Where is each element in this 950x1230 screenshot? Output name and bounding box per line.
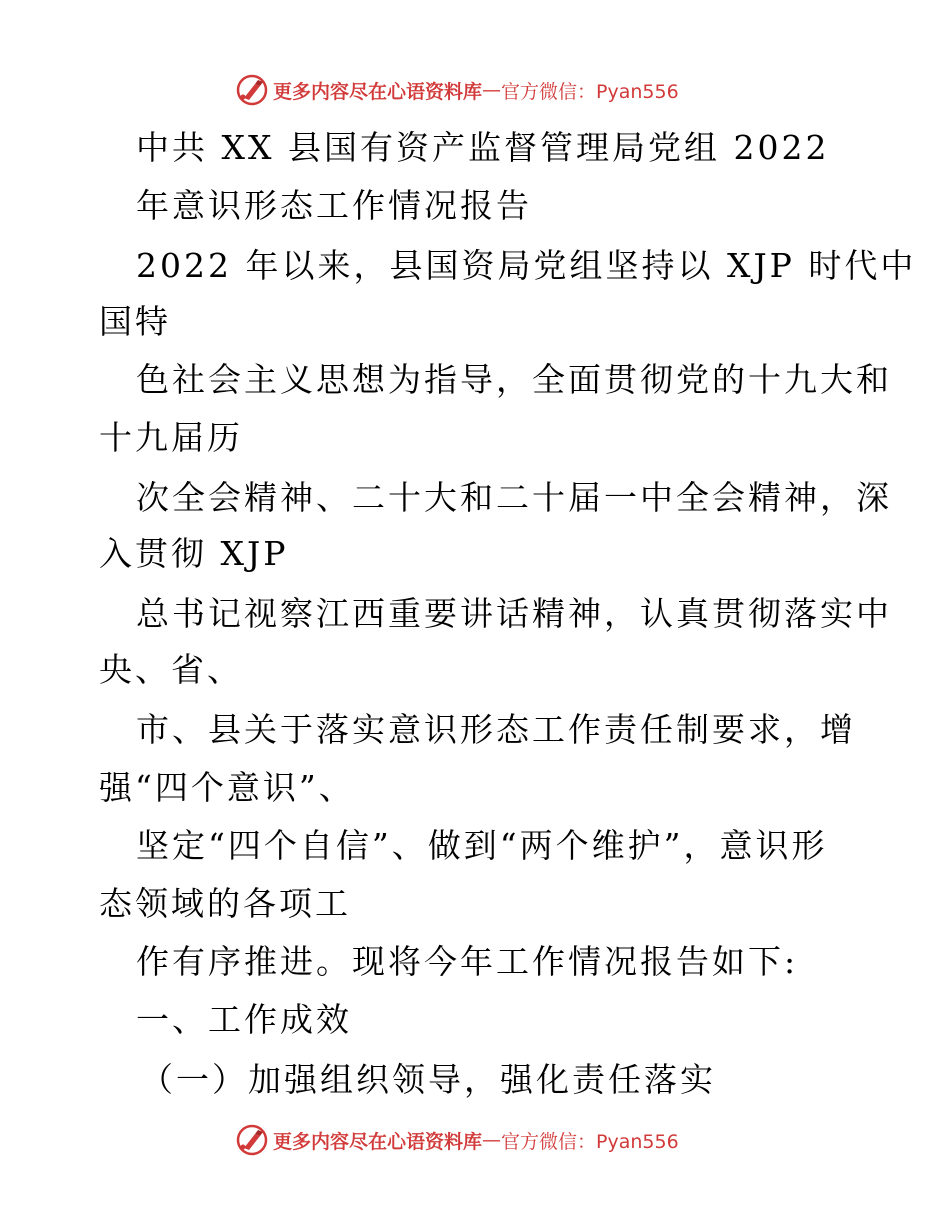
- watermark-wechat: 官方微信：Pyan556: [501, 80, 679, 103]
- pen-nib-logo-icon: [235, 73, 269, 107]
- paragraph-line: 国特: [99, 302, 171, 341]
- pen-nib-logo-icon: [235, 1123, 269, 1157]
- paragraph-line: 2022 年以来，县国资局党组坚持以 XJP 时代中: [136, 246, 917, 285]
- paragraph-line: 市、县关于落实意识形态工作责任制要求，增: [136, 710, 856, 749]
- subsection-heading: （一）加强组织领导，强化责任落实: [140, 1060, 716, 1099]
- paragraph-line: 强“四个意识”、: [99, 768, 355, 807]
- document-title-line2: 年意识形态工作情况报告: [136, 186, 532, 225]
- paragraph-line: 次全会精神、二十大和二十届一中全会精神，深: [136, 478, 892, 517]
- watermark-text: 更多内容尽在心语资料库: [273, 80, 483, 103]
- watermark-wechat: 官方微信：Pyan556: [501, 1130, 679, 1153]
- paragraph-line: 色社会主义思想为指导，全面贯彻党的十九大和: [136, 360, 892, 399]
- header-watermark: [235, 72, 679, 108]
- paragraph-line: 态领域的各项工: [99, 884, 351, 923]
- watermark-text: 更多内容尽在心语资料库: [273, 1130, 483, 1153]
- paragraph-line: 坚定“四个自信”、做到“两个维护”，意识形: [136, 826, 828, 865]
- document-title-line1: 中共 XX 县国有资产监督管理局党组 2022: [136, 128, 830, 167]
- paragraph-line: 总书记视察江西重要讲话精神，认真贯彻落实中: [136, 594, 892, 633]
- paragraph-line: 入贯彻 XJP: [99, 534, 289, 573]
- paragraph-line: 十九届历: [99, 418, 243, 457]
- watermark-dash: —: [482, 1129, 502, 1151]
- paragraph-line: 央、省、: [99, 650, 243, 689]
- section-heading: 一、工作成效: [136, 1000, 352, 1039]
- watermark-dash: —: [482, 79, 502, 101]
- paragraph-line: 作有序推进。现将今年工作情况报告如下:: [136, 942, 799, 981]
- footer-watermark: [235, 1122, 679, 1158]
